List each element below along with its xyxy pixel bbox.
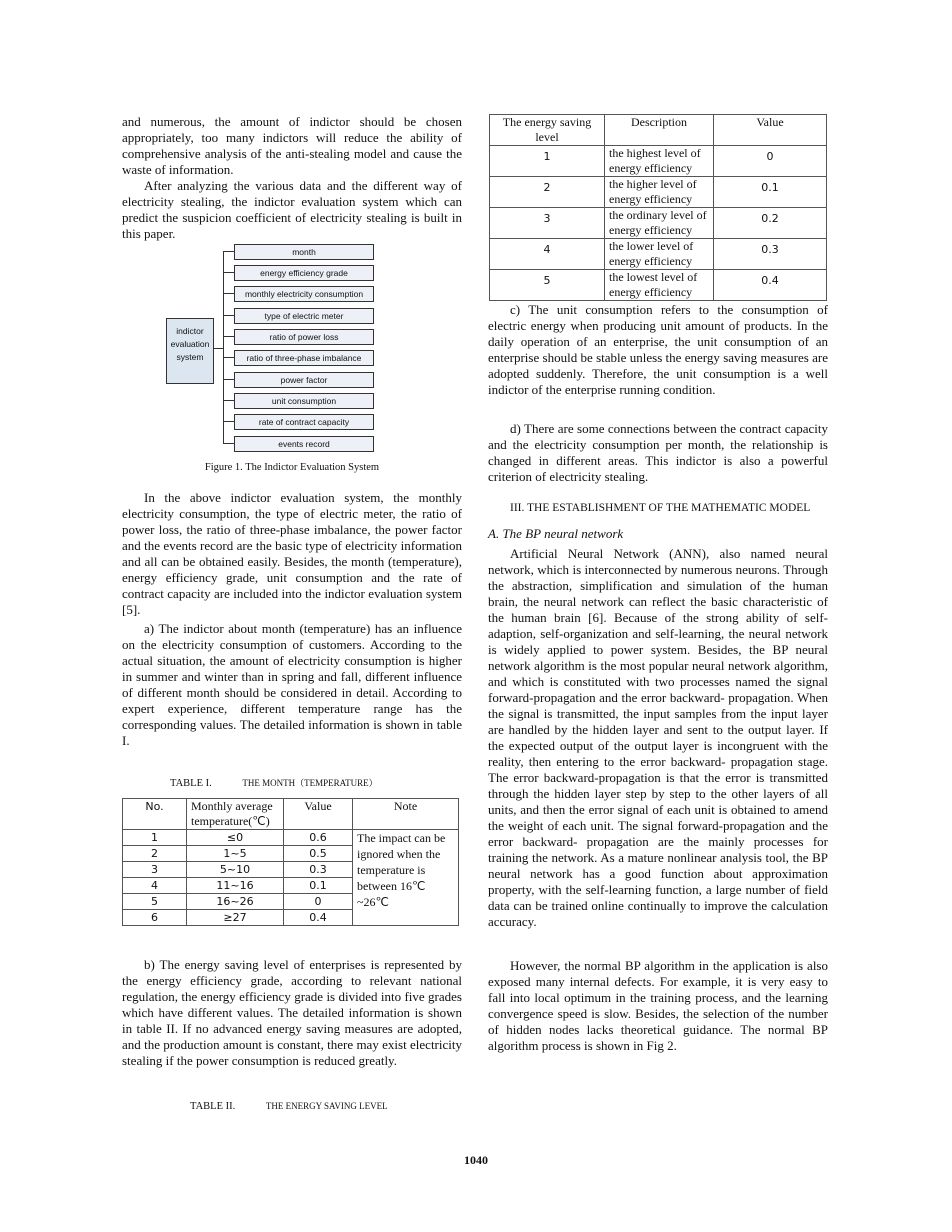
table-cell: 0.5 [284, 846, 353, 862]
subsection-heading: A. The BP neural network [488, 526, 624, 541]
page-number: 1040 [464, 1153, 488, 1167]
table-cell: 2 [490, 177, 605, 208]
table-cell: the ordinary level of energy efficiency [605, 208, 714, 239]
connector [223, 272, 234, 273]
connector [223, 315, 234, 316]
paragraph: and numerous, the amount of indictor should be chosen appropriately, too many indictors will reduce the ability of comprehensive analysis of the anti-stealing model and cause the waste of information. [122, 114, 462, 177]
table-cell: 5 [490, 270, 605, 301]
table-cell: 0.1 [714, 177, 827, 208]
table-cell: 11~16 [187, 878, 284, 894]
table-cell: 4 [123, 878, 187, 894]
table-cell: 16~26 [187, 894, 284, 910]
connector [223, 400, 234, 401]
leaf-node: monthly electricity consumption [234, 286, 374, 302]
table-label: TABLE I. [170, 778, 212, 789]
connector [223, 421, 234, 422]
connector [223, 336, 234, 337]
table-cell: 6 [123, 910, 187, 926]
root-node: indictor evaluation system [166, 318, 214, 384]
connector [223, 293, 234, 294]
table-cell: 0.6 [284, 830, 353, 846]
table-cell: the highest level of energy efficiency [605, 146, 714, 177]
column-header: Description [605, 115, 714, 146]
table-row [490, 270, 827, 301]
table-cell: 0.3 [714, 239, 827, 270]
table-row [490, 239, 827, 270]
connector [223, 443, 234, 444]
column-header: No. [123, 799, 187, 830]
table-caption [170, 776, 378, 789]
table-energy-saving-level [489, 114, 827, 301]
leaf-node: power factor [234, 372, 374, 388]
table-cell: 0.4 [714, 270, 827, 301]
leaf-node: ratio of power loss [234, 329, 374, 345]
table-cell: 3 [123, 862, 187, 878]
paragraph: d) There are some connections between the contract capacity and the electricity consumption per month, the relationship is changed in different areas. This indictor is also a powerful criterion of electricity stealing. [488, 421, 828, 484]
table-cell: 0.4 [284, 910, 353, 926]
paragraph: After analyzing the various data and the different way of electricity stealing, the indictor evaluation system which can predict the suspicion coefficient of electricity stealing is built in this paper. [122, 178, 462, 241]
leaf-node: type of electric meter [234, 308, 374, 324]
table-row [123, 830, 459, 846]
column-header: Value [284, 799, 353, 830]
table-cell: 0 [284, 894, 353, 910]
column-header: Monthly average temperature(℃) [187, 799, 284, 830]
leaf-node: events record [234, 436, 374, 452]
table-cell: 5~10 [187, 862, 284, 878]
column-header: The energy saving level [490, 115, 605, 146]
table-cell: 5 [123, 894, 187, 910]
figure-caption: Figure 1. The Indictor Evaluation System [204, 462, 380, 473]
table-cell: 0.2 [714, 208, 827, 239]
note-cell: The impact can be ignored when the temperature is between 16℃ ~26℃ [353, 830, 459, 926]
table-row [490, 208, 827, 239]
paragraph: In the above indictor evaluation system, the monthly electricity consumption, the type of electric meter, the ratio of power loss, the ratio of three-phase imbalance, the power factor and the events record are the basic type of electricity information and all can be obtained easily. Besides, the month (temperature), energy efficiency grade, unit consumption and the rate of contract capacity are included into the indictor evaluation system [5]. [122, 490, 462, 617]
paragraph: Artificial Neural Network (ANN), also named neural network, which is interconnected by numerous neurons. Through the abstraction, simplification and simulation of the human brain, the neural network can reflect the basic characteristic of the human brain [6]. Because of the strong ability of self-adaption, self-organization and self-learning, the neural network is widely applied to power system. Besides, the BP neural network algorithm is the most popular neural network algorithm, and which is constituted with two processes named the signal forward-propagation and the error backward- propagation. When the signal is transmitted, the input samples from the input layer are handled by the hidden layer and sent to the output layer. If the expected output of the output layer is incongruent with the reality, then entering to the error backward- propagation stage. The error backward-propagation is that the error is transmitted through the hidden layer step by step to the other layers of all units, and then the error signal of each unit is obtained to amend the weight of each unit. The signal forward-propagation and the error backward- propagation are the mainly processes for training the network. As a mature nonlinear analysis tool, the BP neural network has a good function about approximation property, with the self-learning function, a large number of field data can be trained online continually to improve the calculation accuracy. [488, 546, 828, 929]
table-cell: 1~5 [187, 846, 284, 862]
connector [223, 357, 234, 358]
connector [223, 251, 234, 252]
connector [223, 379, 234, 380]
table-cell: 3 [490, 208, 605, 239]
section-heading: III. THE ESTABLISHMENT OF THE MATHEMATIC MODEL [510, 502, 811, 514]
column-header: Note [353, 799, 459, 830]
paragraph: a) The indictor about month (temperature) has an influence on the electricity consumption of customers. According to the actual situation, the amount of electricity consumption is higher in summer and winter than in spring and fall, different influence of different month should be considered in detail. According to expert experience, different temperature range has the corresponding values. The detailed information is shown in table I. [122, 621, 462, 748]
table-month-temperature [122, 798, 459, 926]
table-cell: 1 [490, 146, 605, 177]
table-row [490, 177, 827, 208]
table-cell: 0.1 [284, 878, 353, 894]
table-cell: 0 [714, 146, 827, 177]
table-cell: the lower level of energy efficiency [605, 239, 714, 270]
leaf-node: rate of contract capacity [234, 414, 374, 430]
table-cell: 2 [123, 846, 187, 862]
table-title: THE ENERGY SAVING LEVEL [265, 1101, 388, 1111]
table-cell: the lowest level of energy efficiency [605, 270, 714, 301]
connector [214, 348, 223, 349]
leaf-node: month [234, 244, 374, 260]
paragraph: However, the normal BP algorithm in the application is also exposed many internal defects. For example, it is very easy to fall into local optimum in the training process, and the learning convergence speed is slow. Besides, the selection of the number of hidden nodes lacks theoretical guidance. The normal BP algorithm process is shown in Fig 2. [488, 958, 828, 1053]
table-cell: 0.3 [284, 862, 353, 878]
table-cell: ≥27 [187, 910, 284, 926]
table-label: TABLE II. [190, 1101, 236, 1112]
table-title: THE MONTH（TEMPERATURE） [242, 778, 378, 788]
paragraph: c) The unit consumption refers to the consumption of electric energy when producing unit amount of products. In the daily operation of an enterprise, the unit consumption of an enterprise should be stable unless the energy saving measures are adopted suddenly. Therefore, the unit consumption is a well indictor of the enterprise running condition. [488, 302, 828, 397]
table-row [490, 146, 827, 177]
leaf-node: unit consumption [234, 393, 374, 409]
table-cell: 1 [123, 830, 187, 846]
connector [223, 251, 224, 443]
table-caption [190, 1101, 388, 1112]
column-header: Value [714, 115, 827, 146]
leaf-node: energy efficiency grade [234, 265, 374, 281]
leaf-node: ratio of three-phase imbalance [234, 350, 374, 366]
paragraph: b) The energy saving level of enterprises is represented by the energy efficiency grade, according to relevant national regulation, the energy efficiency grade is divided into five grades which have different values. The detailed information is shown in table II. If no advanced energy saving measures are adopted, and the production amount is constant, there may exist electricity stealing if the power consumption is reduced greatly. [122, 957, 462, 1068]
table-cell: the higher level of energy efficiency [605, 177, 714, 208]
figure-indictor-system [160, 240, 380, 455]
table-cell: ≤0 [187, 830, 284, 846]
table-cell: 4 [490, 239, 605, 270]
